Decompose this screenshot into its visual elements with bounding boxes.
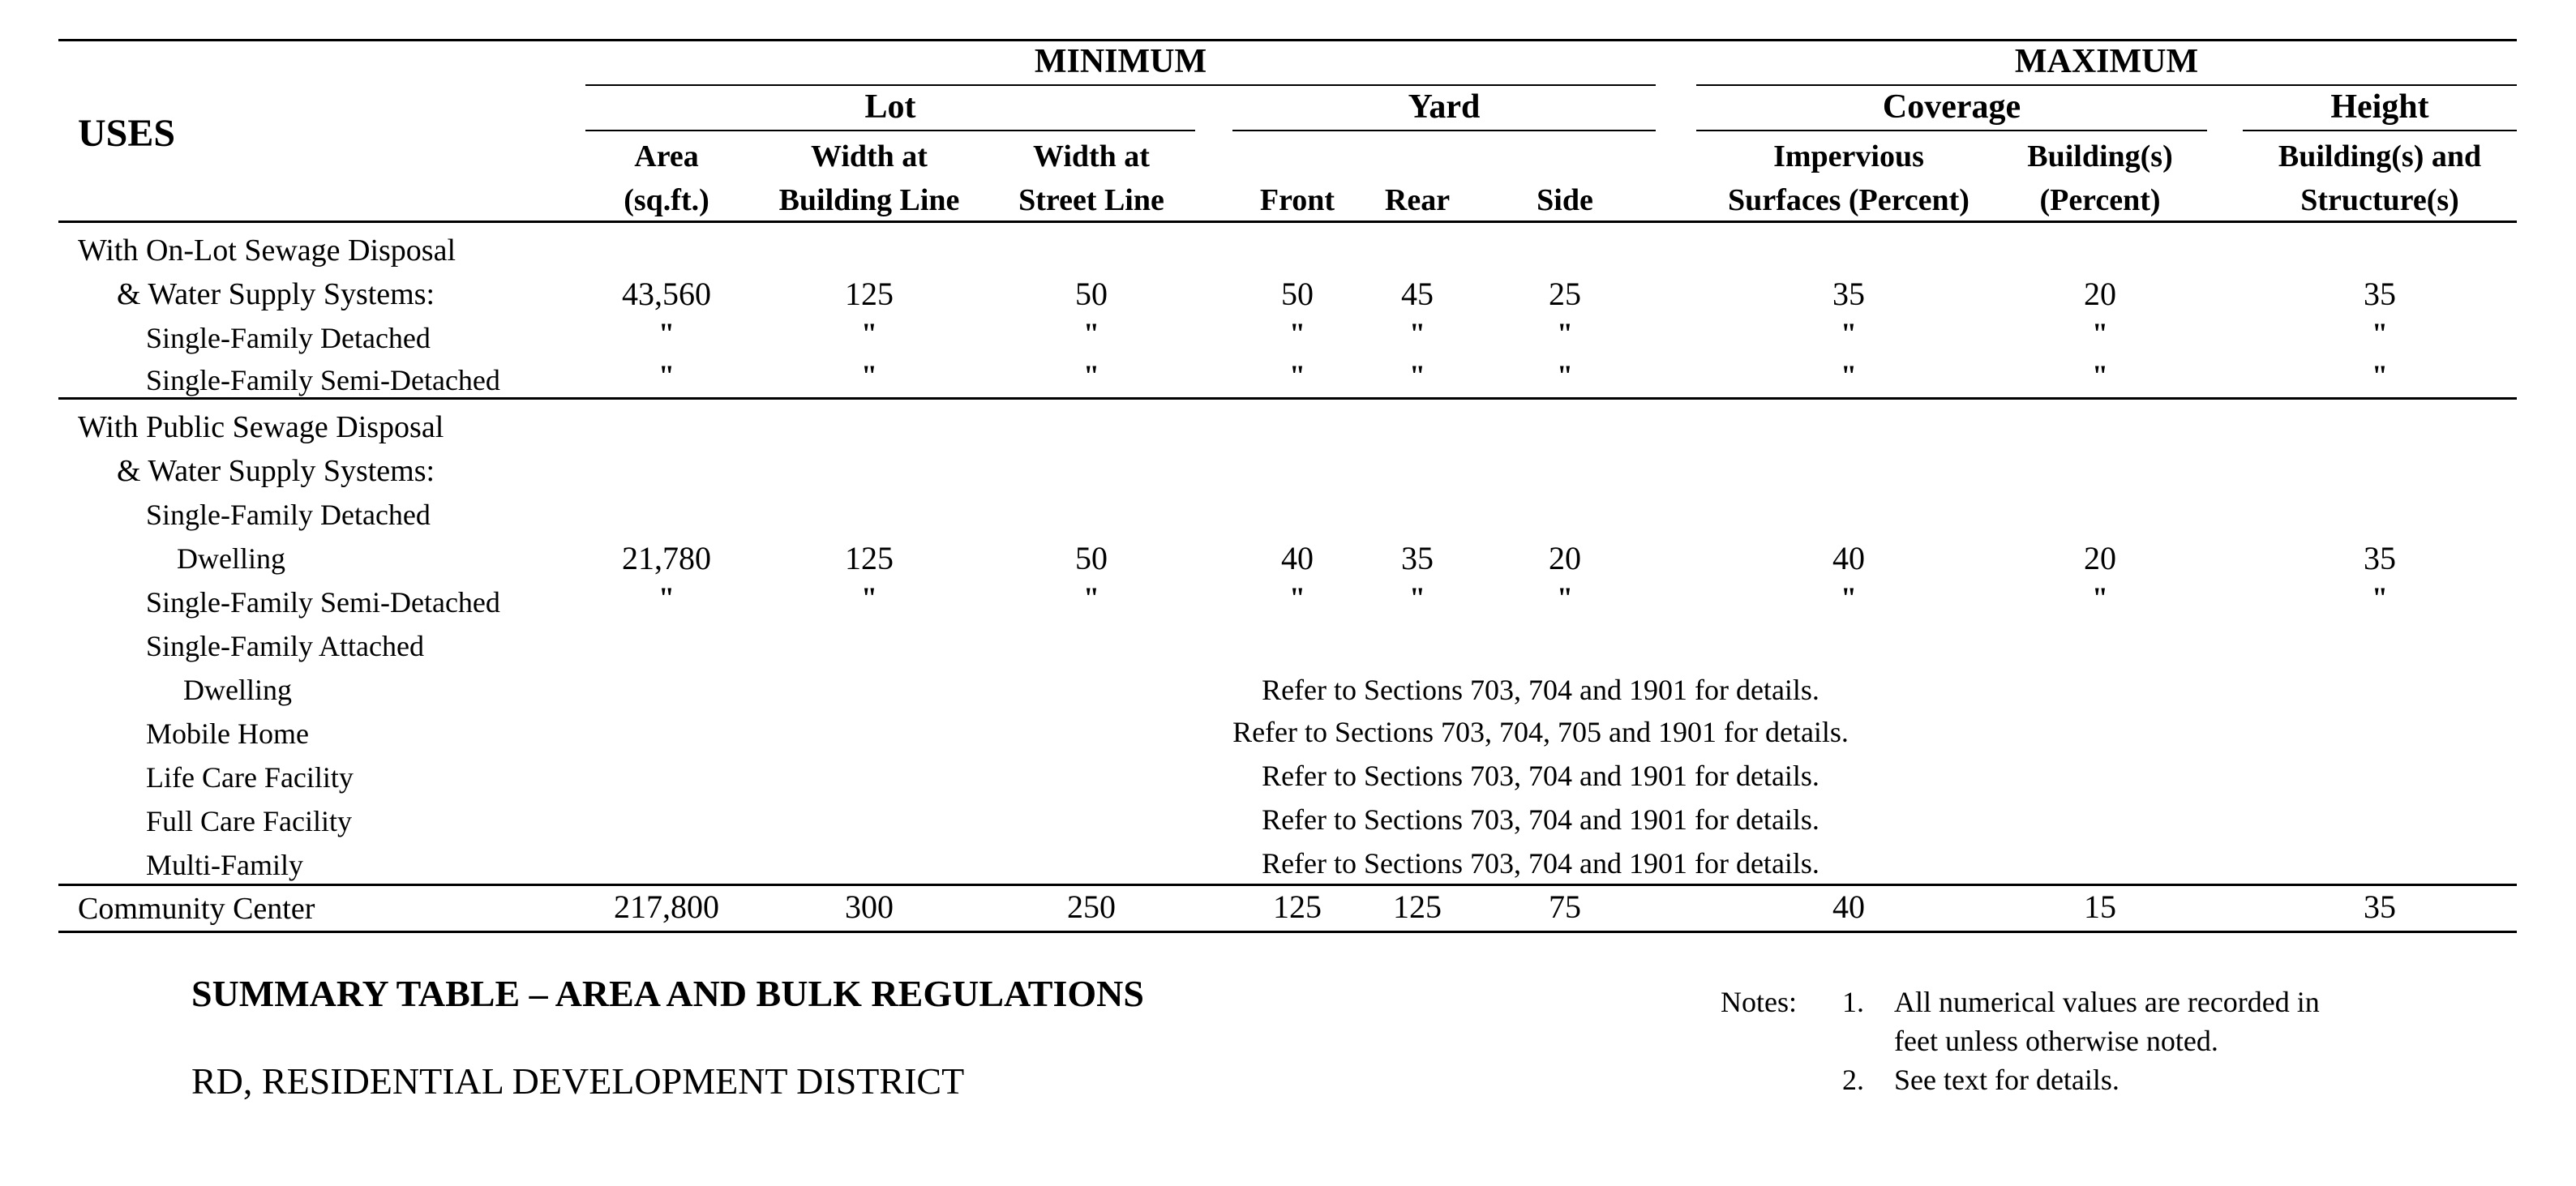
- full-care-refer-note: Refer to Sections 703, 704 and 1901 for details.: [1262, 803, 1819, 836]
- header-lot: Lot: [864, 88, 916, 126]
- section1-label-1: With On-Lot Sewage Disposal: [78, 233, 456, 268]
- yard-rule: [1232, 130, 1656, 131]
- cc-area: 217,800: [614, 888, 719, 925]
- attached-refer-note: Refer to Sections 703, 704 and 1901 for details.: [1262, 674, 1819, 706]
- s1-width-street: 50: [1075, 276, 1108, 312]
- header-minimum: MINIMUM: [1034, 43, 1207, 80]
- header-uses: USES: [78, 112, 176, 155]
- sfd-label-2: Dwelling: [177, 542, 285, 575]
- cc-impervious: 40: [1832, 888, 1865, 925]
- ditto-mark: ": [1409, 317, 1425, 349]
- s1-rear: 45: [1401, 276, 1434, 312]
- s1-area: 43,560: [622, 276, 711, 312]
- ditto-mark: ": [658, 317, 675, 349]
- col-impervious-l2: Surfaces (Percent): [1728, 183, 1970, 217]
- s1-impervious: 35: [1832, 276, 1865, 312]
- sfd-side: 20: [1549, 540, 1581, 576]
- sfd-front: 40: [1281, 540, 1314, 576]
- ditto-mark: ": [1557, 581, 1573, 614]
- col-building-pct-l2: (Percent): [2039, 183, 2161, 217]
- multi-family-refer-note: Refer to Sections 703, 704 and 1901 for details.: [1262, 847, 1819, 880]
- s1-height: 35: [2364, 276, 2396, 312]
- col-building-pct-l1: Building(s): [2027, 139, 2173, 173]
- cc-rear: 125: [1393, 888, 1442, 925]
- col-width-street-l2: Street Line: [1018, 183, 1164, 217]
- multi-family-label: Multi-Family: [146, 849, 304, 881]
- cc-height: 35: [2364, 888, 2396, 925]
- col-height-l1: Building(s) and: [2278, 139, 2482, 173]
- maximum-rule: [1696, 84, 2517, 86]
- section1-label-2: & Water Supply Systems:: [117, 277, 435, 311]
- header-maximum: MAXIMUM: [2014, 43, 2199, 80]
- ditto-mark: ": [1841, 359, 1857, 392]
- cc-side: 75: [1549, 888, 1581, 925]
- cc-building-pct: 15: [2084, 888, 2116, 925]
- ditto-mark: ": [1083, 359, 1099, 392]
- sfd-building-pct: 20: [2084, 540, 2116, 576]
- cc-width-street: 250: [1067, 888, 1116, 925]
- cc-width-building: 300: [845, 888, 894, 925]
- header-yard: Yard: [1408, 88, 1481, 126]
- ditto-mark: ": [1841, 581, 1857, 614]
- ditto-mark: ": [2372, 317, 2388, 349]
- col-area-l1: Area: [634, 139, 699, 173]
- sfd-width-street: 50: [1075, 540, 1108, 576]
- attached-label-2: Dwelling: [183, 674, 292, 706]
- document-title: SUMMARY TABLE – AREA AND BULK REGULATIONS: [191, 973, 1144, 1014]
- col-side: Side: [1537, 183, 1593, 217]
- col-front: Front: [1259, 183, 1335, 217]
- section2-label-1: With Public Sewage Disposal: [78, 410, 444, 444]
- note-1-text-2: feet unless otherwise noted.: [1894, 1025, 2218, 1057]
- ditto-mark: ": [1841, 317, 1857, 349]
- ditto-mark: ": [1289, 581, 1305, 614]
- community-center-label: Community Center: [78, 892, 315, 926]
- ditto-mark: ": [2092, 581, 2108, 614]
- col-rear: Rear: [1384, 183, 1451, 217]
- ditto-mark: ": [1409, 359, 1425, 392]
- header-height: Height: [2330, 88, 2429, 126]
- ditto-mark: ": [861, 317, 877, 349]
- s1-front: 50: [1281, 276, 1314, 312]
- full-care-label: Full Care Facility: [146, 805, 352, 837]
- sfd-area: 21,780: [622, 540, 711, 576]
- height-rule: [2243, 130, 2517, 131]
- note-2-text-1: See text for details.: [1894, 1064, 2120, 1096]
- ditto-mark: ": [861, 581, 877, 614]
- ditto-mark: ": [2092, 359, 2108, 392]
- table-bottom-rule: [58, 931, 2517, 933]
- mobile-home-refer-note: Refer to Sections 703, 704, 705 and 1901 for details.: [1232, 716, 1849, 748]
- note-1-text-1: All numerical values are recorded in: [1894, 986, 2320, 1018]
- sfd-width-building: 125: [845, 540, 894, 576]
- ditto-mark: ": [1289, 359, 1305, 392]
- ditto-mark: ": [2372, 581, 2388, 614]
- cc-front: 125: [1273, 888, 1322, 925]
- notes-label: Notes:: [1721, 986, 1797, 1018]
- col-impervious-l1: Impervious: [1773, 139, 1924, 173]
- col-width-building-l2: Building Line: [778, 183, 960, 217]
- note-1-number: 1.: [1842, 986, 1864, 1018]
- ditto-mark: ": [1557, 359, 1573, 392]
- attached-label-1: Single-Family Attached: [146, 630, 424, 662]
- ditto-mark: ": [1083, 581, 1099, 614]
- col-width-building-l1: Width at: [811, 139, 928, 173]
- section1-row-2-label: Single-Family Semi-Detached: [146, 364, 500, 396]
- note-2-number: 2.: [1842, 1064, 1864, 1096]
- sfd-height: 35: [2364, 540, 2396, 576]
- section2-label-2: & Water Supply Systems:: [117, 454, 435, 488]
- mobile-home-label: Mobile Home: [146, 717, 309, 750]
- ditto-mark: ": [658, 581, 675, 614]
- semi-label: Single-Family Semi-Detached: [146, 586, 500, 619]
- ditto-mark: ": [861, 359, 877, 392]
- ditto-mark: ": [1409, 581, 1425, 614]
- s1-width-building: 125: [845, 276, 894, 312]
- ditto-mark: ": [1557, 317, 1573, 349]
- col-height-l2: Structure(s): [2300, 183, 2459, 217]
- ditto-mark: ": [1289, 317, 1305, 349]
- header-coverage: Coverage: [1882, 88, 2021, 126]
- sfd-rear: 35: [1401, 540, 1434, 576]
- minimum-rule: [585, 84, 1656, 86]
- col-width-street-l1: Width at: [1033, 139, 1150, 173]
- coverage-rule: [1696, 130, 2207, 131]
- col-area-l2: (sq.ft.): [624, 183, 709, 217]
- ditto-mark: ": [2372, 359, 2388, 392]
- section1-row-1-label: Single-Family Detached: [146, 322, 431, 354]
- s1-side: 25: [1549, 276, 1581, 312]
- sfd-label-1: Single-Family Detached: [146, 499, 431, 531]
- ditto-mark: ": [658, 359, 675, 392]
- s1-building-pct: 20: [2084, 276, 2116, 312]
- ditto-mark: ": [1083, 317, 1099, 349]
- ditto-mark: ": [2092, 317, 2108, 349]
- district-subtitle: RD, RESIDENTIAL DEVELOPMENT DISTRICT: [191, 1060, 965, 1102]
- life-care-label: Life Care Facility: [146, 761, 354, 794]
- lot-rule: [585, 130, 1195, 131]
- life-care-refer-note: Refer to Sections 703, 704 and 1901 for details.: [1262, 760, 1819, 792]
- sfd-impervious: 40: [1832, 540, 1865, 576]
- table-top-rule: [58, 39, 2517, 41]
